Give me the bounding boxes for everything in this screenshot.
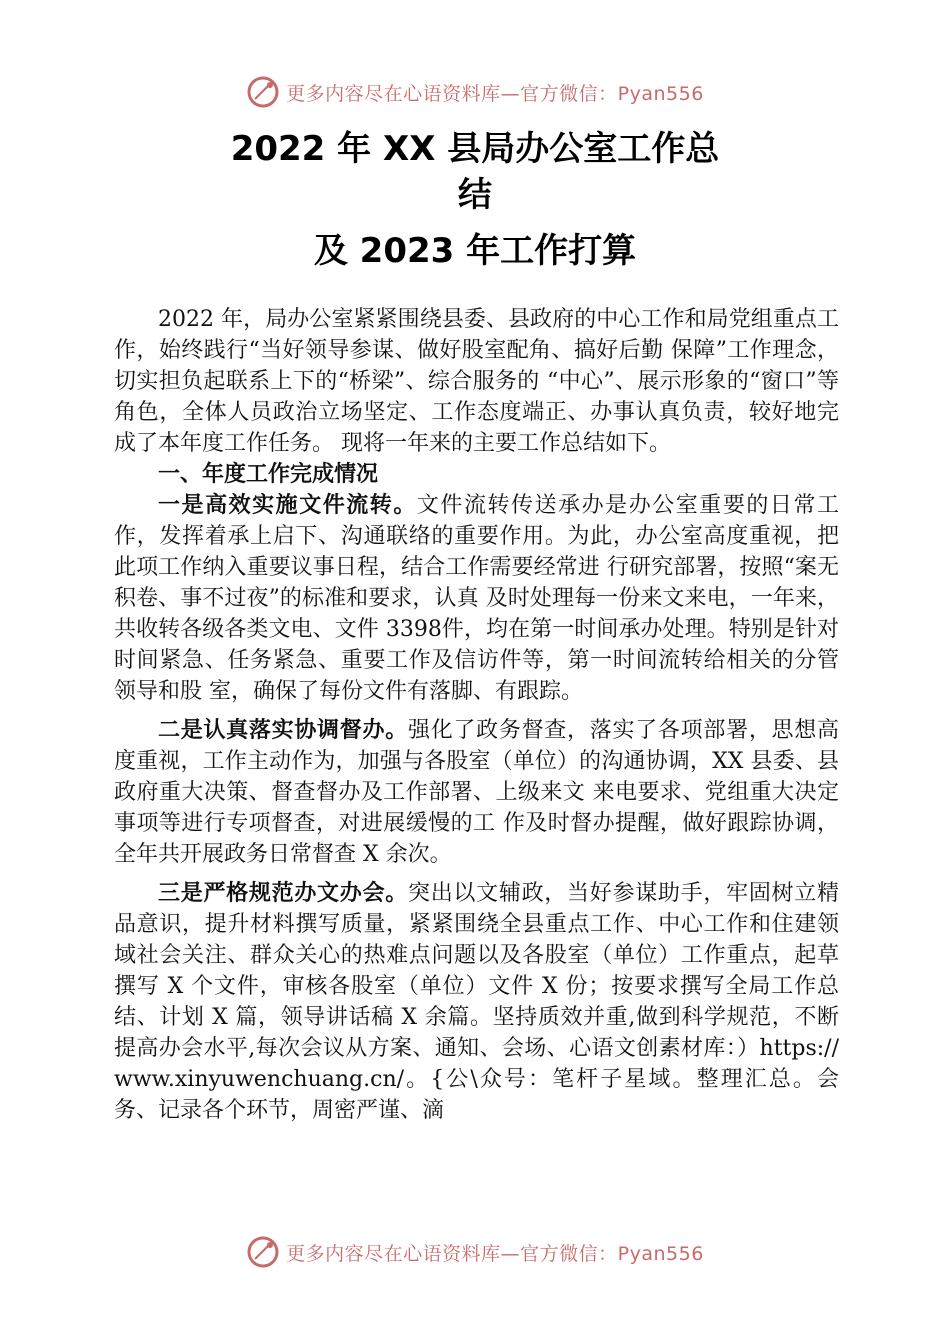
item-1-text: 文件流转传送承办是办公室重要的日常工作，发挥着承上启下、沟通联络的重要作用。为此，办公室高度重视，把此项工作纳入重要议事日程，结合工作需要经常进 行研究部署，按照“案无积卷、事不过夜”的标准和要求，认真 及时处理每一份来文来电，一年来，共收转各级各类文电、文件 3398件，均在第一时间承办处理。特别是针对时间紧急、任务紧急、重要工作及信访件等，第一时间流转给相关的分管领导和股 室，确保了每份文件有落脚、有跟踪。 bbox=[114, 493, 839, 704]
item-3-tail: 。{公\众号：笔杆子星域。整理汇总。会务、记录各个环节，周密严谨、滴 bbox=[114, 1067, 839, 1123]
section-heading-1: 一、年度工作完成情况 bbox=[158, 462, 379, 487]
title-line-1: 2022 年 XX 县局办公室工作总 bbox=[230, 129, 720, 169]
item-2-lead: 二是认真落实协调督办。 bbox=[158, 718, 408, 743]
item-2-paragraph bbox=[114, 715, 839, 870]
watermark-text: 更多内容尽在心语资料库—官方微信：Pyan556 bbox=[286, 82, 704, 105]
item-3-text: 突出以文辅政，当好参谋助手，牢固树立精品意识，提升材料撰写质量，紧紧围绕全县重点工作、中心工作和住建领域社会关注、群众关心的热难点问题以及各股室（单位）工作重点，起草撰写 X 个文件，审核各股室（单位）文件 X 份；按要求撰写全局工作总结、计划 X 篇，领导讲话稿 X 余篇。坚持质效并重,做到科学规范，不断提高办会水平,每次会议从方案、通知、会场、心语文创素材库：） bbox=[114, 881, 839, 1061]
item-1-paragraph bbox=[114, 490, 839, 707]
item-3-paragraph bbox=[114, 878, 839, 1126]
title-line-2: 结 bbox=[458, 175, 492, 215]
intro-paragraph: 2022 年，局办公室紧紧围绕县委、县政府的中心工作和局党组重点工作，始终践行“当好领导参谋、做好股室配角、搞好后勤 保障”工作理念，切实担负起联系上下的“桥梁”、综合服务的 “中心”、展示形象的“窗口”等角色，全体人员政治立场坚定、工作态度端正、办事认真负责，较好地完成了本年度工作任务。 现将一年来的主要工作总结如下。 bbox=[114, 307, 839, 456]
item-2-text: 强化了政务督查，落实了各项部署，思想高度重视，工作主动作为，加强与各股室（单位）的沟通协调，XX 县委、县政府重大决策、督查督办及工作部署、上级来文 来电要求、党组重大决定事项等进行专项督查，对进展缓慢的工 作及时督办提醒，做好跟踪协调，全年共开展政务日常督查 X 余次。 bbox=[114, 718, 839, 867]
document-title bbox=[0, 126, 950, 274]
watermark-text: 更多内容尽在心语资料库—官方微信：Pyan556 bbox=[286, 1242, 704, 1265]
title-line-3: 及 2023 年工作打算 bbox=[313, 231, 637, 271]
watermark-banner-bottom bbox=[0, 1232, 950, 1272]
document-body bbox=[114, 304, 839, 1126]
item-3-url: https://www.xinyuwenchuang.cn/ bbox=[114, 1036, 839, 1092]
watermark-logo-icon bbox=[246, 1235, 280, 1269]
watermark-banner-top bbox=[0, 72, 950, 112]
item-1-lead: 一是高效实施文件流转。 bbox=[158, 493, 417, 518]
item-3-lead: 三是严格规范办文办会。 bbox=[158, 881, 408, 906]
watermark-logo-icon bbox=[246, 75, 280, 109]
